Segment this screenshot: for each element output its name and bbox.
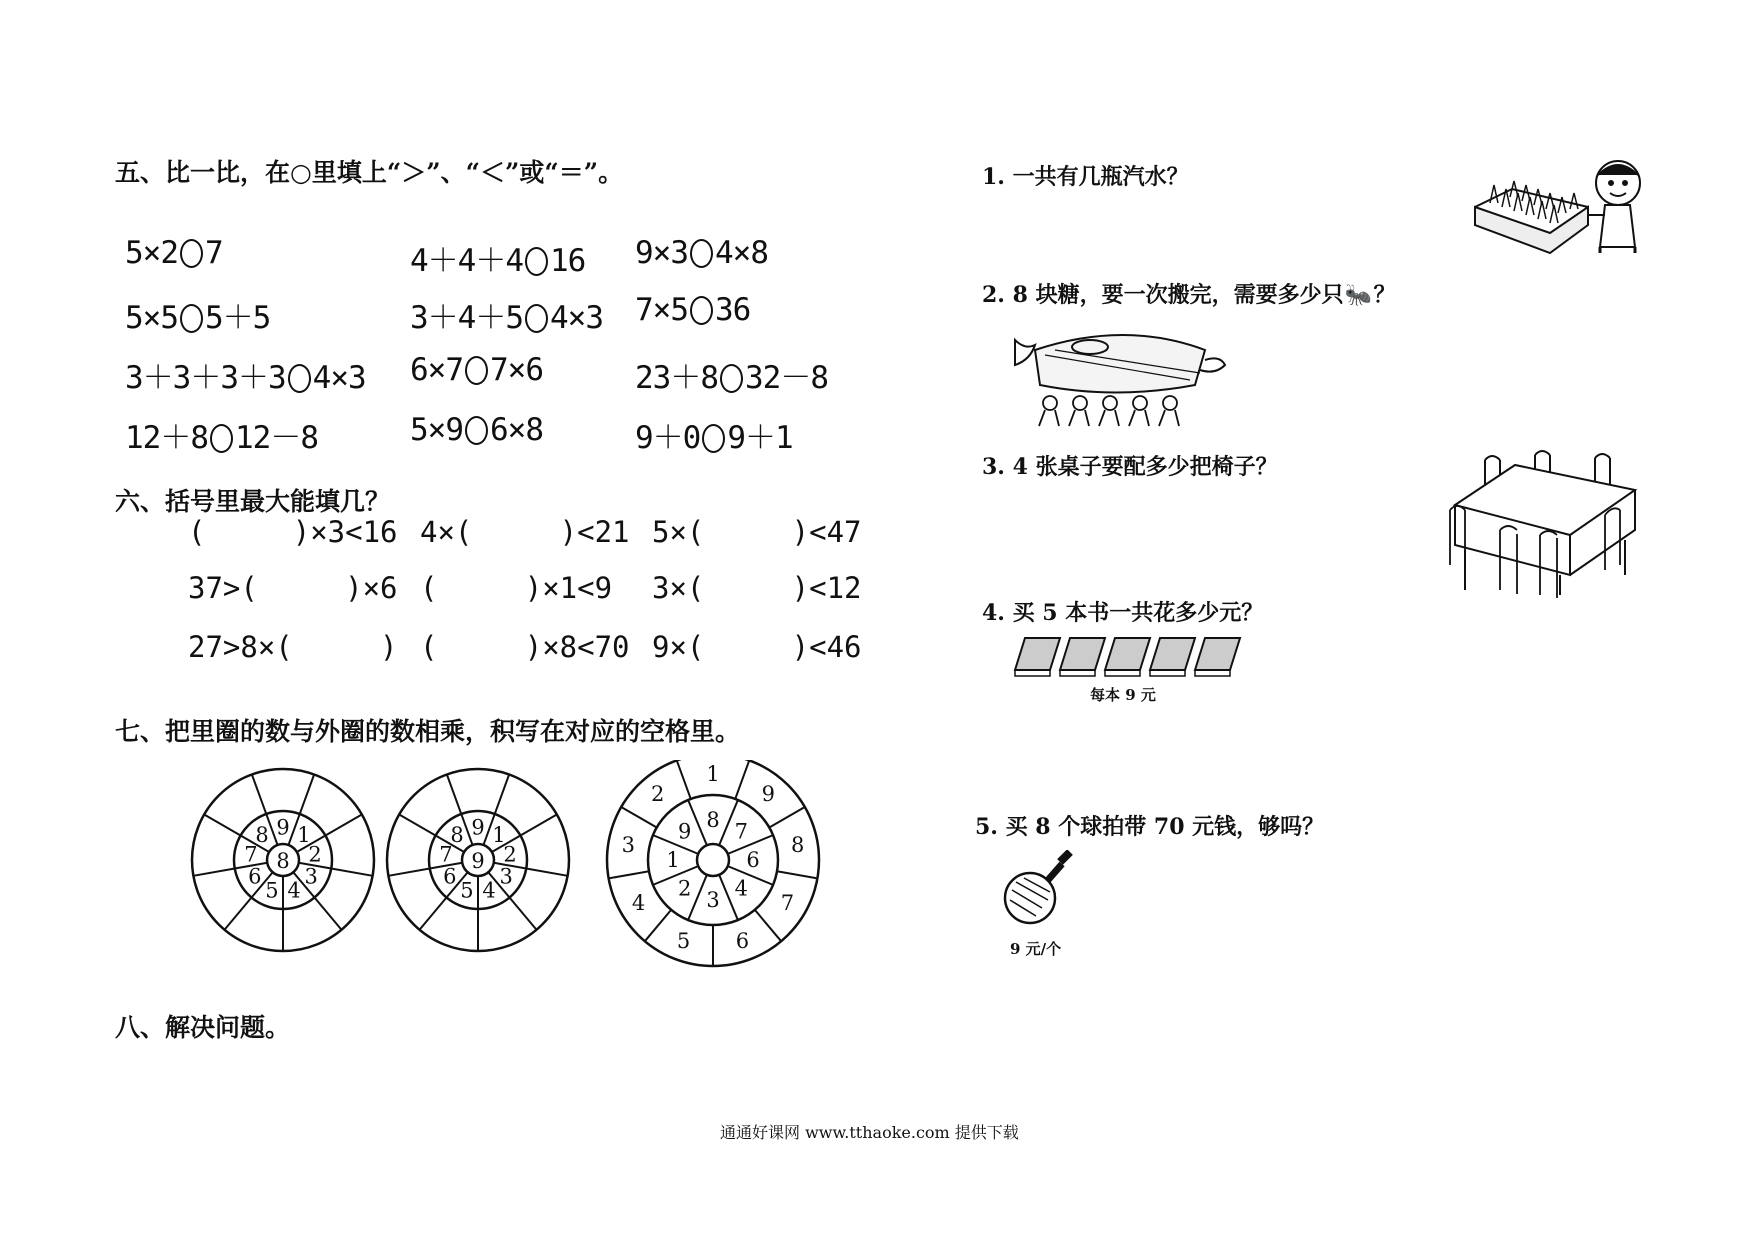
wheel-1-inner-number: 3 (304, 864, 318, 889)
compare-item: 7×5 36 (635, 292, 751, 328)
compare-item: 9×3 4×8 (635, 235, 768, 271)
answer-circle[interactable] (702, 424, 725, 453)
wheel-spoke (609, 871, 649, 878)
wheel-spoke (399, 815, 435, 836)
answer-circle[interactable] (288, 364, 311, 393)
problem-3: 3. 4 张桌子要配多少把椅子？ (982, 454, 1278, 480)
fill-item[interactable]: ( )×1<9 (420, 571, 613, 605)
answer-circle[interactable] (210, 424, 233, 453)
compare-item: 3＋4＋5 4×3 (410, 300, 603, 336)
wheel-3-outer-number: 3 (621, 833, 635, 858)
wheel-3-outer-number: 7 (780, 891, 795, 915)
wheel-1-inner-number: 7 (244, 842, 258, 867)
wheel-3-inner-number: 9 (678, 819, 692, 844)
wheel-1-inner-number: 2 (308, 842, 322, 867)
wheel-spoke (645, 910, 671, 941)
wheel-3-inner-number: 3 (706, 888, 720, 912)
wheel-3-inner-number: 7 (734, 819, 748, 844)
wheel-2-inner-number: 3 (499, 864, 513, 889)
wheel-spoke (193, 869, 234, 876)
wheel-2-inner-number: 6 (443, 864, 457, 889)
wheel-2-inner-number: 4 (482, 878, 496, 903)
wheel-spoke (509, 898, 536, 930)
compare-item: 9＋0 9＋1 (635, 420, 793, 456)
wheel-2-inner-number: 2 (503, 842, 517, 867)
wheel-spoke (677, 760, 691, 799)
ant-icon: 🐜 (1344, 282, 1373, 308)
fill-item[interactable]: ( )×3<16 (188, 515, 398, 549)
answer-circle[interactable] (525, 304, 548, 333)
compare-item: 5×2 7 (125, 235, 223, 271)
wheel-spoke (520, 815, 556, 836)
fill-item[interactable]: 37>( )×6 (188, 571, 398, 605)
fill-item[interactable]: 5×( )<47 (652, 515, 862, 549)
compare-item: 12＋8 12－8 (125, 420, 318, 456)
wheel-3-outer-number: 6 (735, 928, 750, 953)
fill-item[interactable]: 3×( )<12 (652, 571, 862, 605)
problem-5: 5. 买 8 个球拍带 70 元钱，够吗？ (975, 814, 1325, 840)
wheel-spoke (420, 898, 447, 930)
answer-circle[interactable] (465, 416, 488, 445)
footer-credit: 通通好课网 www.tthaoke.com 提供下载 (720, 1123, 1019, 1142)
wheel-spoke (252, 774, 266, 813)
books-illustration (1010, 630, 1260, 680)
problem-2: 2. 8 块糖，要一次搬完，需要多少只🐜？ (982, 282, 1396, 308)
wheel-3-outer-number: 1 (706, 762, 720, 786)
compare-item: 5×9 6×8 (410, 412, 543, 448)
compare-item: 5×5 5＋5 (125, 300, 271, 336)
wheel-2-inner-number: 9 (471, 815, 485, 840)
fill-item[interactable]: 27>8×( ) (188, 630, 398, 664)
racket-price: 9 元/个 (1010, 940, 1062, 958)
wheel-spoke (526, 869, 567, 876)
problem-4: 4. 买 5 本书一共花多少元？ (982, 600, 1264, 626)
wheel-3-outer-number: 9 (761, 782, 775, 807)
fill-item[interactable]: ( )×8<70 (420, 630, 630, 664)
wheel-spoke (331, 869, 372, 876)
wheel-1-inner-number: 9 (276, 815, 290, 840)
wheel-2-center: 9 (471, 849, 485, 873)
fill-item[interactable]: 9×( )<46 (652, 630, 862, 664)
wheel-spoke (388, 869, 429, 876)
wheel-1-center: 8 (276, 849, 290, 873)
multiplication-wheels (180, 760, 840, 970)
wheel-1-inner-number: 5 (265, 878, 279, 903)
wheel-2-inner-number: 5 (460, 878, 474, 903)
compare-item: 23＋8 32－8 (635, 360, 828, 396)
wheel-3-inner-number: 8 (706, 808, 720, 832)
racket-illustration (1000, 850, 1080, 930)
answer-circle[interactable] (465, 356, 488, 385)
wheel-spoke (325, 815, 361, 836)
wheel-3-inner-number: 6 (746, 848, 760, 872)
wheel-spoke (621, 807, 657, 828)
answer-circle[interactable] (180, 304, 203, 333)
wheel-3-inner-number: 4 (734, 876, 748, 901)
fill-item[interactable]: 4×( )<21 (420, 515, 630, 549)
compare-item: 6×7 7×6 (410, 352, 543, 388)
compare-item: 4＋4＋4 16 (410, 243, 586, 279)
wheel-2-inner-number: 7 (439, 842, 453, 867)
problem-1: 1. 一共有几瓶汽水？ (982, 164, 1189, 190)
wheel-2-inner-number: 1 (492, 823, 506, 848)
section-eight-title: 八、解决问题。 (115, 1013, 291, 1042)
wheel-spoke (769, 807, 805, 828)
wheel-spoke (300, 774, 314, 813)
book-price: 每本 9 元 (1090, 686, 1156, 704)
wheel-3-outer-number: 5 (676, 928, 691, 953)
wheel-1-inner-number: 1 (297, 823, 311, 848)
wheel-spoke (755, 910, 781, 941)
answer-circle[interactable] (690, 239, 713, 268)
answer-circle[interactable] (720, 364, 743, 393)
answer-circle[interactable] (180, 239, 203, 268)
section-seven-title: 七、把里圈的数与外圈的数相乘，积写在对应的空格里。 (115, 717, 741, 746)
wheel-3-outer-number: 8 (791, 833, 805, 858)
wheel-spoke (447, 774, 461, 813)
section-five-title: 五、比一比，在○里填上“＞”、“＜”或“＝”。 (115, 158, 624, 187)
wheel-spoke (735, 760, 749, 799)
answer-circle[interactable] (690, 296, 713, 325)
wheel-2-inner-number: 8 (450, 823, 464, 848)
section-six-title: 六、括号里最大能填几？ (115, 487, 391, 516)
wheel-spoke (495, 774, 509, 813)
wheel-3-outer-number: 4 (631, 891, 646, 915)
soda-crate-boy-illustration (1470, 155, 1645, 255)
wheel-1-inner-number: 6 (248, 864, 262, 889)
wheel-1-inner-number: 4 (287, 878, 301, 903)
wheel-3-inner-number: 1 (666, 848, 680, 872)
wheel-spoke (777, 871, 817, 878)
table-chairs-illustration (1445, 450, 1640, 600)
wheel-3-inner-number: 2 (678, 876, 692, 901)
wheel-1-inner-number: 8 (255, 823, 269, 848)
wheel-spoke (225, 898, 252, 930)
wheel-spoke (204, 815, 240, 836)
wheel-3-outer-number: 2 (651, 782, 665, 807)
compare-item: 3＋3＋3＋3 4×3 (125, 360, 366, 396)
ants-carrying-candy-illustration (1005, 325, 1245, 430)
wheel-spoke (314, 898, 341, 930)
answer-circle[interactable] (525, 247, 548, 276)
